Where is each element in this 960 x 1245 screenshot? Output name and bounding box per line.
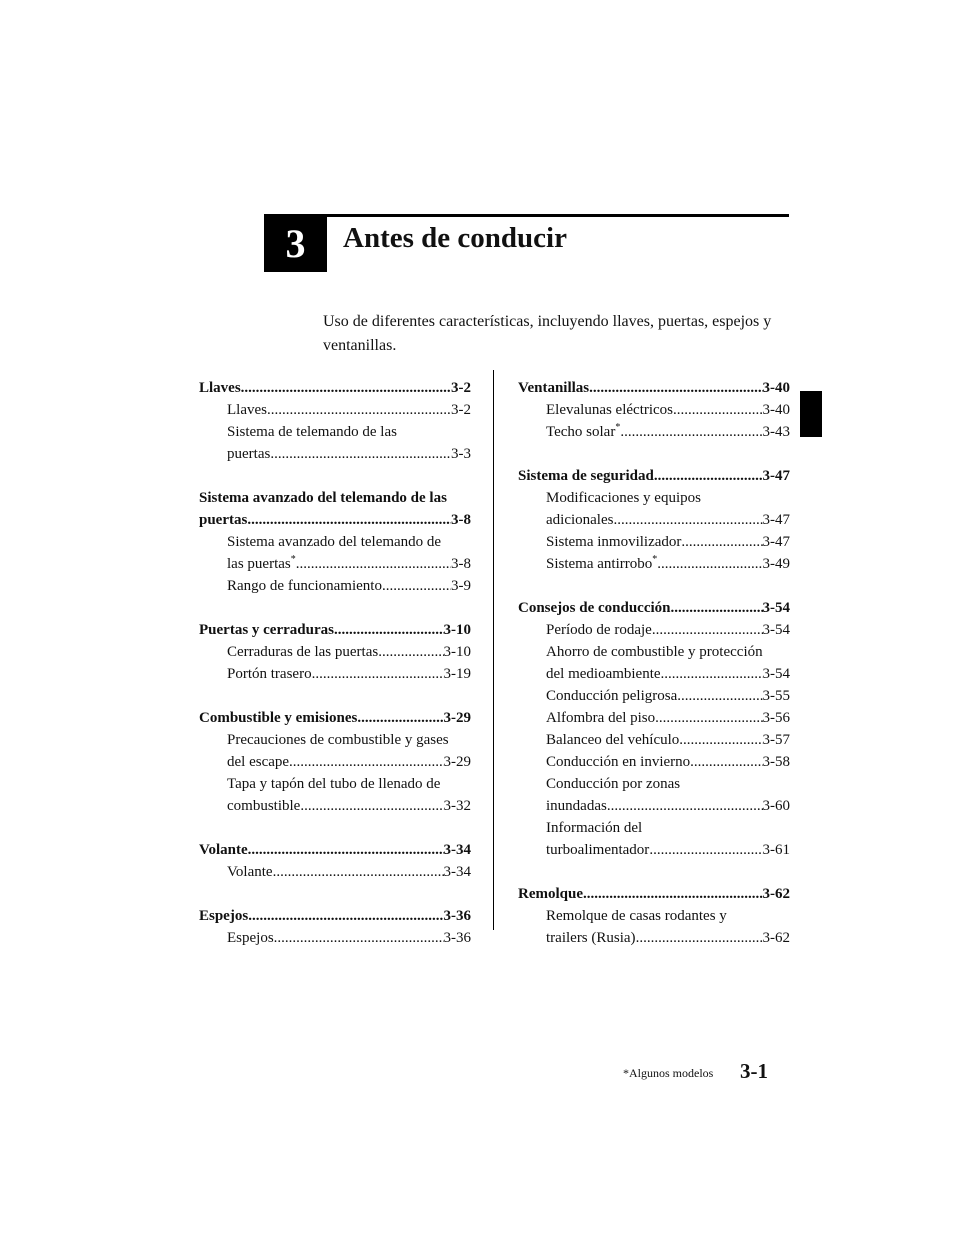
toc-entry[interactable] (518, 421, 790, 443)
toc-entry-text[interactable]: Elevalunas eléctricos (546, 402, 674, 418)
toc-leader-dots (270, 443, 451, 465)
toc-entry[interactable] (199, 553, 471, 575)
toc-entry-title[interactable] (227, 399, 267, 421)
toc-entry-title[interactable] (546, 751, 690, 773)
toc-leader-dots (673, 399, 762, 421)
toc-entry-title[interactable] (546, 619, 652, 641)
toc-entry-line[interactable]: Información del (546, 820, 643, 836)
toc-entry-page[interactable]: 3-3 (451, 446, 471, 462)
toc-section-title[interactable]: Puertas y cerraduras (199, 622, 334, 638)
toc-section (518, 377, 790, 443)
toc-leader-dots (636, 927, 763, 949)
toc-entry-page[interactable]: 3-49 (762, 556, 790, 572)
toc-entry[interactable] (518, 751, 790, 773)
toc-entry-page[interactable]: 3-58 (762, 754, 790, 770)
toc-leader-dots (671, 597, 763, 619)
toc-entry-page[interactable]: 3-54 (762, 666, 790, 682)
toc-entry-line[interactable]: Sistema de telemando de las (227, 424, 397, 440)
toc-entry-text[interactable]: Alfombra del piso (546, 710, 656, 726)
toc-entry-page[interactable]: 3-9 (451, 578, 471, 594)
toc-leader-dots (378, 641, 443, 663)
toc-section-title-line[interactable]: Sistema avanzado del telemando de las (199, 490, 447, 506)
toc-section-heading[interactable] (199, 619, 471, 641)
toc-entry-text[interactable]: turboalimentador (546, 842, 650, 858)
toc-section-heading[interactable] (518, 465, 790, 487)
footnote-some-models: *Algunos modelos (623, 1066, 714, 1080)
toc-entry-title[interactable] (227, 795, 300, 817)
toc-section (199, 619, 471, 685)
toc-entry-page[interactable]: 3-32 (443, 798, 471, 814)
toc-entry-title[interactable] (546, 509, 613, 531)
some-models-marker: * (615, 422, 621, 433)
some-models-marker: * (290, 554, 296, 565)
toc-section-title[interactable]: Consejos de conducción (518, 600, 671, 616)
toc-entry[interactable] (518, 663, 790, 685)
toc-entry-text[interactable]: Llaves (227, 402, 267, 418)
toc-right-column (518, 377, 790, 971)
toc-entry-page[interactable]: 3-54 (762, 622, 790, 638)
toc-entry[interactable] (518, 619, 790, 641)
toc-entry-page[interactable]: 3-60 (762, 798, 790, 814)
toc-entry-page[interactable]: 3-61 (762, 842, 790, 858)
toc-entry-line[interactable]: Modificaciones y equipos (546, 490, 701, 506)
toc-section-heading[interactable] (518, 883, 790, 905)
toc-entry-text[interactable]: puertas (227, 446, 271, 462)
toc-entry-text[interactable]: inundadas (546, 798, 607, 814)
toc-leader-dots (649, 839, 762, 861)
toc-leader-dots (289, 751, 443, 773)
toc-entry-title[interactable] (227, 663, 312, 685)
toc-entry-text[interactable]: Portón trasero (227, 666, 312, 682)
toc-entry-title[interactable] (227, 861, 273, 883)
toc-section-page[interactable]: 3-36 (443, 908, 471, 924)
toc-entry-title[interactable] (546, 707, 655, 729)
toc-entry-page[interactable]: 3-8 (451, 556, 471, 572)
toc-section-title[interactable]: Ventanillas (518, 380, 590, 396)
toc-entry-page[interactable]: 3-19 (443, 666, 471, 682)
toc-leader-dots (679, 729, 762, 751)
toc-leader-dots (607, 795, 763, 817)
toc-entry-title[interactable] (546, 421, 620, 443)
toc-entry[interactable] (199, 927, 471, 949)
toc-entry[interactable] (199, 641, 471, 663)
toc-section-heading[interactable] (518, 597, 790, 619)
toc-entry-page[interactable]: 3-43 (762, 424, 790, 440)
toc-entry-text[interactable]: del escape (227, 754, 290, 770)
toc-entry-line[interactable]: Ahorro de combustible y protección (546, 644, 763, 660)
toc-section-page[interactable]: 3-40 (762, 380, 790, 396)
toc-leader-dots (312, 663, 444, 685)
toc-section-heading[interactable] (199, 707, 471, 729)
toc-section (199, 487, 471, 597)
toc-section (518, 883, 790, 949)
toc-section (199, 377, 471, 465)
toc-section (199, 905, 471, 949)
toc-entry[interactable] (518, 729, 790, 751)
toc-entry-page[interactable]: 3-57 (762, 732, 790, 748)
chapter-side-tab (800, 391, 822, 437)
toc-entry-title[interactable] (227, 553, 296, 575)
toc-leader-dots (267, 399, 451, 421)
toc-leader-dots (620, 421, 762, 443)
toc-section-page[interactable]: 3-34 (443, 842, 471, 858)
chapter-number-box (264, 214, 327, 272)
toc-section-page[interactable]: 3-8 (451, 512, 471, 528)
toc-entry-title[interactable] (546, 531, 681, 553)
toc-entry-text[interactable]: Volante (227, 864, 273, 880)
toc-entry-title[interactable] (546, 729, 679, 751)
toc-leader-dots (655, 707, 762, 729)
toc-entry-text[interactable]: Período de rodaje (546, 622, 652, 638)
column-divider (493, 370, 494, 930)
toc-entry[interactable] (518, 685, 790, 707)
toc-entry-text[interactable]: combustible (227, 798, 301, 814)
some-models-marker: * (652, 554, 658, 565)
toc-entry-text[interactable]: Conducción en invierno (546, 754, 691, 770)
toc-entry[interactable] (199, 575, 471, 597)
toc-entry-page[interactable]: 3-34 (443, 864, 471, 880)
toc-entry-page[interactable]: 3-36 (443, 930, 471, 946)
toc-entry-text[interactable]: trailers (Rusia) (546, 930, 636, 946)
toc-entry-title[interactable] (546, 927, 636, 949)
toc-leader-dots (681, 531, 762, 553)
toc-section-title[interactable]: puertas (199, 512, 248, 528)
toc-section-title[interactable]: Combustible y emisiones (199, 710, 358, 726)
toc-left-column (199, 377, 471, 971)
toc-leader-dots (589, 377, 762, 399)
toc-entry[interactable] (518, 399, 790, 421)
toc-section (518, 465, 790, 575)
toc-entry[interactable] (518, 927, 790, 949)
toc-entry-title[interactable] (546, 553, 657, 575)
toc-entry-text[interactable]: Rango de funcionamiento (227, 578, 382, 594)
toc-entry[interactable] (518, 553, 790, 575)
toc-section-heading[interactable] (199, 839, 471, 861)
toc-leader-dots (273, 861, 444, 883)
toc-entry-text[interactable]: Cerraduras de las puertas (227, 644, 379, 660)
toc-section-page[interactable]: 3-47 (762, 468, 790, 484)
toc-entry[interactable] (518, 795, 790, 817)
toc-leader-dots (334, 619, 444, 641)
toc-entry[interactable] (199, 795, 471, 817)
toc-leader-dots (296, 553, 451, 575)
chapter-rule (264, 214, 789, 217)
toc-entry-page[interactable]: 3-2 (451, 402, 471, 418)
toc-entry[interactable] (518, 509, 790, 531)
toc-entry-text[interactable]: Espejos (227, 930, 274, 946)
toc-leader-dots (357, 707, 443, 729)
toc-section-title[interactable]: Sistema de seguridad (518, 468, 654, 484)
toc-leader-dots (654, 465, 763, 487)
toc-leader-dots (247, 509, 451, 531)
toc-entry-line[interactable]: Remolque de casas rodantes y (546, 908, 727, 924)
toc-section-heading[interactable] (199, 509, 471, 531)
toc-entry-title[interactable] (546, 399, 673, 421)
toc-entry-title[interactable] (227, 575, 382, 597)
toc-leader-dots (274, 927, 444, 949)
toc-section-page[interactable]: 3-54 (762, 600, 790, 616)
toc-entry-text[interactable]: Conducción peligrosa (546, 688, 678, 704)
chapter-number: 3 (285, 220, 306, 266)
toc-leader-dots (613, 509, 762, 531)
toc-entry-line[interactable]: Sistema avanzado del telemando de (227, 534, 442, 550)
toc-section-title[interactable]: Espejos (199, 908, 249, 924)
toc-entry-title[interactable] (227, 641, 378, 663)
toc-section-heading[interactable] (199, 905, 471, 927)
toc-entry-text[interactable]: Techo solar (546, 424, 616, 440)
toc-entry-page[interactable]: 3-29 (443, 754, 471, 770)
toc-leader-dots (661, 663, 763, 685)
toc-section-page[interactable]: 3-62 (762, 886, 790, 902)
toc-section-heading[interactable] (518, 377, 790, 399)
toc-entry[interactable] (199, 861, 471, 883)
toc-entry-text[interactable]: Balanceo del vehículo (546, 732, 680, 748)
toc-leader-dots (652, 619, 763, 641)
toc-leader-dots (657, 553, 762, 575)
toc-entry-line[interactable]: Conducción por zonas (546, 776, 681, 792)
toc-entry-page[interactable]: 3-40 (762, 402, 790, 418)
toc-entry[interactable] (518, 707, 790, 729)
toc-section (518, 597, 790, 861)
toc-entry[interactable] (518, 839, 790, 861)
toc-entry-title[interactable] (546, 685, 677, 707)
toc-entry[interactable] (199, 751, 471, 773)
chapter-title: Antes de conducir (343, 222, 567, 254)
toc-leader-dots (248, 905, 443, 927)
toc-entry-text[interactable]: las puertas (227, 556, 291, 572)
toc-entry-title[interactable] (227, 927, 274, 949)
toc-section-title[interactable]: Remolque (518, 886, 583, 902)
toc-leader-dots (241, 377, 451, 399)
toc-entry-title[interactable] (227, 443, 270, 465)
toc-leader-dots (583, 883, 763, 905)
toc-entry-page[interactable]: 3-47 (762, 512, 790, 528)
toc-entry[interactable] (518, 531, 790, 553)
toc-leader-dots (300, 795, 443, 817)
toc-entry-title[interactable] (546, 839, 649, 861)
toc-entry[interactable] (199, 399, 471, 421)
page-number: 3-1 (740, 1059, 768, 1083)
toc-section (199, 707, 471, 817)
toc-leader-dots (248, 839, 444, 861)
toc-section-page[interactable]: 3-29 (443, 710, 471, 726)
toc-entry-text[interactable]: Sistema inmovilizador (546, 534, 682, 550)
toc-entry-text[interactable]: del medioambiente (546, 666, 661, 682)
toc-entry-page[interactable]: 3-55 (762, 688, 790, 704)
toc-section-title[interactable]: Volante (199, 842, 248, 858)
toc-entry-page[interactable]: 3-10 (443, 644, 471, 660)
toc-entry-title[interactable] (546, 663, 661, 685)
toc-section-title[interactable]: Llaves (199, 380, 241, 396)
toc-entry-text[interactable]: Sistema antirrobo (546, 556, 653, 572)
toc-entry[interactable] (199, 443, 471, 465)
toc-entry-text[interactable]: adicionales (546, 512, 614, 528)
toc-entry-title[interactable] (227, 751, 289, 773)
toc-leader-dots (690, 751, 762, 773)
toc-leader-dots (677, 685, 762, 707)
toc-section-page[interactable]: 3-10 (443, 622, 471, 638)
chapter-intro: Uso de diferentes características, incluyendo llaves, puertas, espejos y ventanillas. (323, 313, 772, 354)
toc-entry-line[interactable]: Precauciones de combustible y gases (227, 732, 449, 748)
toc-entry-page[interactable]: 3-62 (762, 930, 790, 946)
toc-leader-dots (382, 575, 451, 597)
toc-section (199, 839, 471, 883)
toc-entry-page[interactable]: 3-47 (762, 534, 790, 550)
toc-section-page[interactable]: 3-2 (451, 380, 471, 396)
toc-entry-page[interactable]: 3-56 (762, 710, 790, 726)
toc-entry-title[interactable] (546, 795, 607, 817)
toc-entry-line[interactable]: Tapa y tapón del tubo de llenado de (227, 776, 441, 792)
toc-entry[interactable] (199, 663, 471, 685)
toc-section-heading[interactable] (199, 377, 471, 399)
